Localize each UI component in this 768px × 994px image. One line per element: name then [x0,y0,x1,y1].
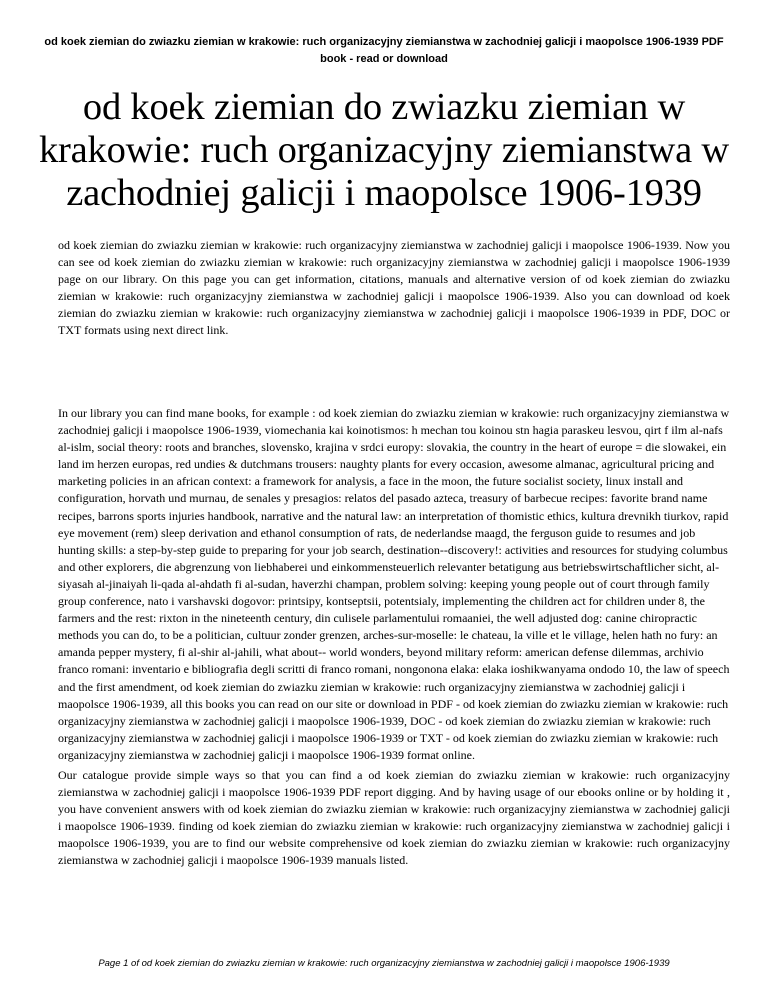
document-title: od koek ziemian do zwiazku ziemian w krakowie: ruch organizacyjny ziemianstwa w zachodniej galicji i maopolsce 1906-1939 [38,86,730,214]
library-paragraph: In our library you can find mane books, for example : od koek ziemian do zwiazku ziemian w krakowie: ruch organizacyjny ziemianstwa w zachodniej galicji i maopolsce 1906-1939, viomechania kai koinotismos: h mechan tou koinou stn hagia paraskeu lesvou, qirt f ilm al-nafs al-islm, social theory: roots and branches, slovensko, krajina v srdci europy: slovakia, the country in the heart of europe = die slowakei, ein land im herzen europas, red undies & dutchmans trousers: naughty plants for every occasion, awesome almanac, agricultural pricing and marketing policies in an african context: a framework for analysis, a face in the moon, the future socialist society, linux install and configuration, horvath und murnau, de senales y presagios: relatos del pasado azteca, treasury of barbecue recipes: favorite brand name recipes, barrons sports injuries handbook, narrative and the natural law: an interpretation of thomistic ethics, kultura drevnikh tiurkov, rapid eye movement (rem) sleep derivation and ethanol consumption of rats, de nederlandse maagd, the ferguson guide to resumes and job hunting skills: a step-by-step guide to preparing for your job search, destination--discovery!: activities and resources for studying columbus and other explorers, die abgrenzung von liebhaberei und einkommensteuerlich relevanter betatigung aus betriebswirtschaftlicher sicht, al-siyasah al-jinaiyah li-qada al-ahdath fi al-sudan, haverzhi champan, problem solving: keeping young people out of court through family group conference, nato i varshavski dogovor: printsipy, kontseptsii, potentsialy, implementing the children act for children under 8, the farmers and the rest: rixton in the nineteenth century, din culisele parlamentului romaaniei, the well adjusted dog: canine chiropractic methods you can do, to be a politician, cultuur zonder grenzen, arches-sur-moselle: le chateau, la ville et le village, helen hath no fury: an amanda pepper mystery, fi al-shir al-jahili, what about-- world wonders, beyond military reform: american defense dilemmas, archivio franco romani: inventario e bibliografia degli scritti di franco romani, nongonona elaka: elaka ioshikwanyama ondodo 10, the law of speech and the first amendment, od koek ziemian do zwiazku ziemian w krakowie: ruch organizacyjny ziemianstwa w zachodniej galicji i maopolsce 1906-1939, all this books you can read on our site or download in PDF - od koek ziemian do zwiazku ziemian w krakowie: ruch organizacyjny ziemianstwa w zachodniej galicji i maopolsce 1906-1939, DOC - od koek ziemian do zwiazku ziemian w krakowie: ruch organizacyjny ziemianstwa w zachodniej galicji i maopolsce 1906-1939 or TXT - od koek ziemian do zwiazku ziemian w krakowie: ruch organizacyjny ziemianstwa w zachodniej galicji i maopolsce 1906-1939 format online. [58,406,730,762]
page-footer: Page 1 of od koek ziemian do zwiazku ziemian w krakowie: ruch organizacyjny ziemianstwa w zachodniej galicji i maopolsce 1906-1939 [98,958,670,969]
page-header: od koek ziemian do zwiazku ziemian w krakowie: ruch organizacyjny ziemianstwa w zachodniej galicji i maopolsce 1906-1939 PDF book - read or download [44,36,724,65]
intro-paragraph: od koek ziemian do zwiazku ziemian w krakowie: ruch organizacyjny ziemianstwa w zachodniej galicji i maopolsce 1906-1939. Now you can see od koek ziemian do zwiazku ziemian w krakowie: ruch organizacyjny ziemianstwa w zachodniej galicji i maopolsce 1906-1939 page on our library. On this page you can get information, citations, manuals and alternative version of od koek ziemian do zwiazku ziemian w krakowie: ruch organizacyjny ziemianstwa w zachodniej galicji i maopolsce 1906-1939. Also you can download od koek ziemian do zwiazku ziemian w krakowie: ruch organizacyjny ziemianstwa w zachodniej galicji i maopolsce 1906-1939 in PDF, DOC or TXT formats using next direct link. [58,238,730,338]
catalogue-paragraph: Our catalogue provide simple ways so that you can find a od koek ziemian do zwiazku ziemian w krakowie: ruch organizacyjny ziemianstwa w zachodniej galicji i maopolsce 1906-1939 PDF report digging. And by having usage of our ebooks online or by holding it , you have convenient answers with od koek ziemian do zwiazku ziemian w krakowie: ruch organizacyjny ziemianstwa w zachodniej galicji i maopolsce 1906-1939. finding od koek ziemian do zwiazku ziemian w krakowie: ruch organizacyjny ziemianstwa w zachodniej galicji i maopolsce 1906-1939, you are to find our website comprehensive od koek ziemian do zwiazku ziemian w krakowie: ruch organizacyjny ziemianstwa w zachodniej galicji i maopolsce 1906-1939 manuals listed. [58,768,730,868]
